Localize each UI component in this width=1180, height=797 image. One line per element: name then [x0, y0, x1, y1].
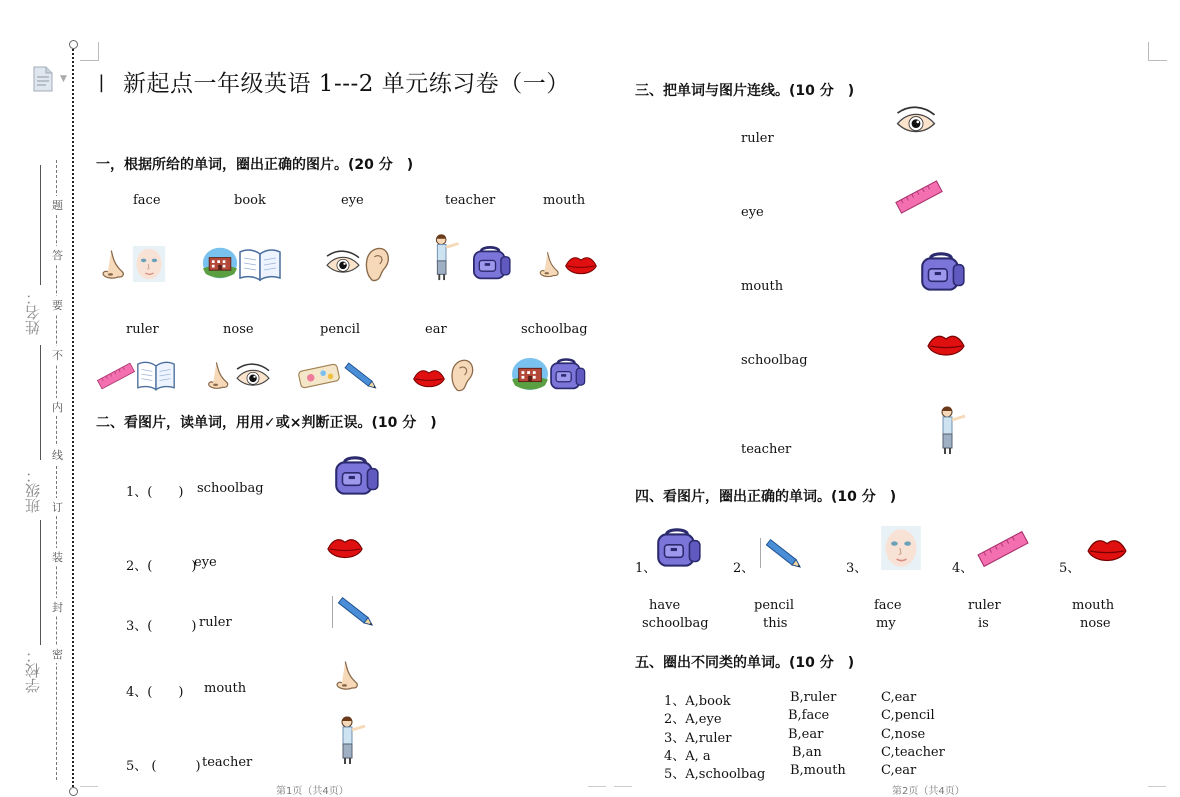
eye-icon — [894, 104, 938, 138]
lips-icon — [412, 366, 446, 392]
option-word: have — [649, 598, 681, 613]
school-label: 学校： — [24, 648, 42, 693]
class-label: 班级： — [24, 468, 42, 513]
option-a: 5、A,schoolbag — [664, 767, 766, 782]
crop-mark-bottom-right — [1148, 786, 1166, 787]
option-a: 2、A,eye — [664, 712, 722, 727]
eye-icon — [234, 361, 272, 391]
question-number: 2、( ) — [126, 559, 197, 574]
lips-icon — [326, 534, 364, 564]
pencil-icon — [762, 538, 806, 572]
option-word: is — [978, 616, 989, 631]
seal-char: 封 — [52, 598, 63, 616]
image-frame-edge — [332, 596, 333, 628]
option-word: my — [876, 616, 896, 631]
section2-heading: 二、看图片，读单词，用用✓或×判断正误。(10 分 ) — [96, 415, 437, 431]
word-label: face — [133, 193, 161, 208]
text-cursor: | — [96, 72, 107, 93]
crop-mark-bottom-mid-right — [614, 786, 632, 787]
option-b: B,ruler — [790, 690, 837, 705]
option-word: this — [763, 616, 788, 631]
option-word: face — [874, 598, 902, 613]
schoolbag-icon — [468, 246, 514, 282]
school-icon — [202, 246, 238, 280]
section3-heading: 三、把单词与图片连线。(10 分 ) — [635, 83, 855, 99]
question-number: 3、( ) — [126, 619, 197, 634]
crop-mark-top-left — [80, 42, 99, 61]
face-icon — [131, 246, 167, 282]
binding-dotted-line — [72, 46, 74, 795]
crop-mark-top-right — [1148, 42, 1167, 61]
question-number: 1、 — [635, 561, 657, 576]
page-title: 新起点一年级英语 1---2 单元练习卷（一） — [123, 71, 570, 97]
word-label: teacher — [445, 193, 496, 208]
schoolbag-icon — [916, 252, 968, 294]
nose-icon — [534, 249, 564, 281]
option-a: 4、A, a — [664, 749, 711, 764]
option-c: C,pencil — [881, 708, 935, 723]
word-label: schoolbag — [521, 322, 588, 337]
pencil-icon — [341, 362, 381, 392]
section4-heading: 四、看图片，圈出正确的单词。(10 分 ) — [635, 489, 897, 505]
match-word: teacher — [741, 442, 792, 457]
option-word: nose — [1080, 616, 1111, 631]
teacher-icon — [934, 404, 970, 456]
ruler-icon — [894, 176, 944, 218]
option-b: B,an — [792, 745, 822, 760]
option-c: C,teacher — [881, 745, 945, 760]
name-underline — [40, 165, 41, 285]
question-number: 4、( ) — [126, 685, 184, 700]
seal-char: 线 — [52, 446, 63, 464]
option-word: mouth — [1072, 598, 1115, 613]
option-word: schoolbag — [642, 616, 709, 631]
word-label: mouth — [543, 193, 586, 208]
seal-char: 题 — [52, 196, 63, 214]
ear-icon — [361, 246, 393, 282]
match-word: schoolbag — [741, 353, 808, 368]
schoolbag-icon — [652, 528, 704, 570]
option-word: ruler — [968, 598, 1001, 613]
question-number: 4、 — [952, 561, 974, 576]
match-word: ruler — [741, 131, 774, 146]
book-icon — [136, 358, 176, 392]
word-label: nose — [223, 322, 254, 337]
question-number: 1、( ) — [126, 485, 184, 500]
question-number: 3、 — [846, 561, 868, 576]
lips-icon — [1086, 534, 1128, 568]
name-label: 姓名： — [24, 290, 42, 335]
seal-char: 装 — [52, 548, 63, 566]
ruler-icon — [96, 359, 136, 393]
seal-char: 不 — [52, 346, 63, 364]
question-number: 5、 ( ) — [126, 759, 201, 774]
chevron-down-icon[interactable]: ▼ — [60, 74, 67, 84]
eye-icon — [324, 248, 362, 278]
teacher-icon — [428, 232, 464, 282]
word-label: ruler — [126, 322, 159, 337]
lips-icon — [564, 253, 598, 279]
question-word: eye — [194, 555, 217, 570]
lips-icon — [926, 330, 966, 362]
question-number: 2、 — [733, 561, 755, 576]
teacher-icon — [334, 714, 370, 766]
seal-char: 密 — [52, 645, 63, 663]
nose-icon — [330, 657, 364, 695]
crop-mark-bottom-left — [80, 786, 98, 787]
option-c: C,nose — [881, 727, 926, 742]
document-icon[interactable] — [32, 66, 54, 92]
section5-heading: 五、圈出不同类的单词。(10 分 ) — [635, 655, 855, 671]
page-number-left: 第1页（共4页） — [276, 786, 349, 797]
crop-mark-bottom-mid-left — [588, 786, 606, 787]
option-c: C,ear — [881, 690, 917, 705]
word-label: pencil — [320, 322, 360, 337]
seal-char: 要 — [52, 296, 63, 314]
seal-char: 答 — [52, 246, 63, 264]
option-b: B,mouth — [790, 763, 846, 778]
question-word: ruler — [199, 615, 232, 630]
question-word: teacher — [202, 755, 253, 770]
match-word: eye — [741, 205, 764, 220]
option-word: pencil — [754, 598, 794, 613]
option-a: 3、A,ruler — [664, 731, 732, 746]
book-icon — [238, 246, 282, 282]
image-frame-edge — [760, 538, 761, 568]
option-a: 1、A,book — [664, 694, 731, 709]
question-word: schoolbag — [197, 481, 264, 496]
match-word: mouth — [741, 279, 784, 294]
nose-icon — [96, 247, 130, 283]
page-number-right: 第2页（共4页） — [892, 786, 965, 797]
face-icon — [880, 526, 922, 570]
school-icon — [511, 357, 549, 391]
schoolbag-icon — [546, 358, 588, 392]
binding-circle-top — [69, 40, 78, 49]
section1-heading: 一，根据所给的单词，圈出正确的图片。(20 分 ) — [96, 157, 414, 173]
option-c: C,ear — [881, 763, 917, 778]
ear-icon — [446, 358, 478, 392]
seal-char: 订 — [52, 498, 63, 516]
seal-char: 内 — [52, 398, 63, 416]
option-b: B,ear — [788, 727, 824, 742]
class-underline — [40, 345, 41, 460]
word-label: eye — [341, 193, 364, 208]
option-b: B,face — [788, 708, 830, 723]
question-number: 5、 — [1059, 561, 1081, 576]
word-label: book — [234, 193, 266, 208]
nose-icon — [202, 360, 234, 392]
pencil-case-icon — [297, 362, 341, 390]
school-underline — [40, 520, 41, 645]
schoolbag-icon — [330, 456, 382, 498]
ruler-icon — [976, 526, 1030, 572]
question-word: mouth — [204, 681, 247, 696]
pencil-icon — [334, 596, 378, 630]
word-label: ear — [425, 322, 447, 337]
